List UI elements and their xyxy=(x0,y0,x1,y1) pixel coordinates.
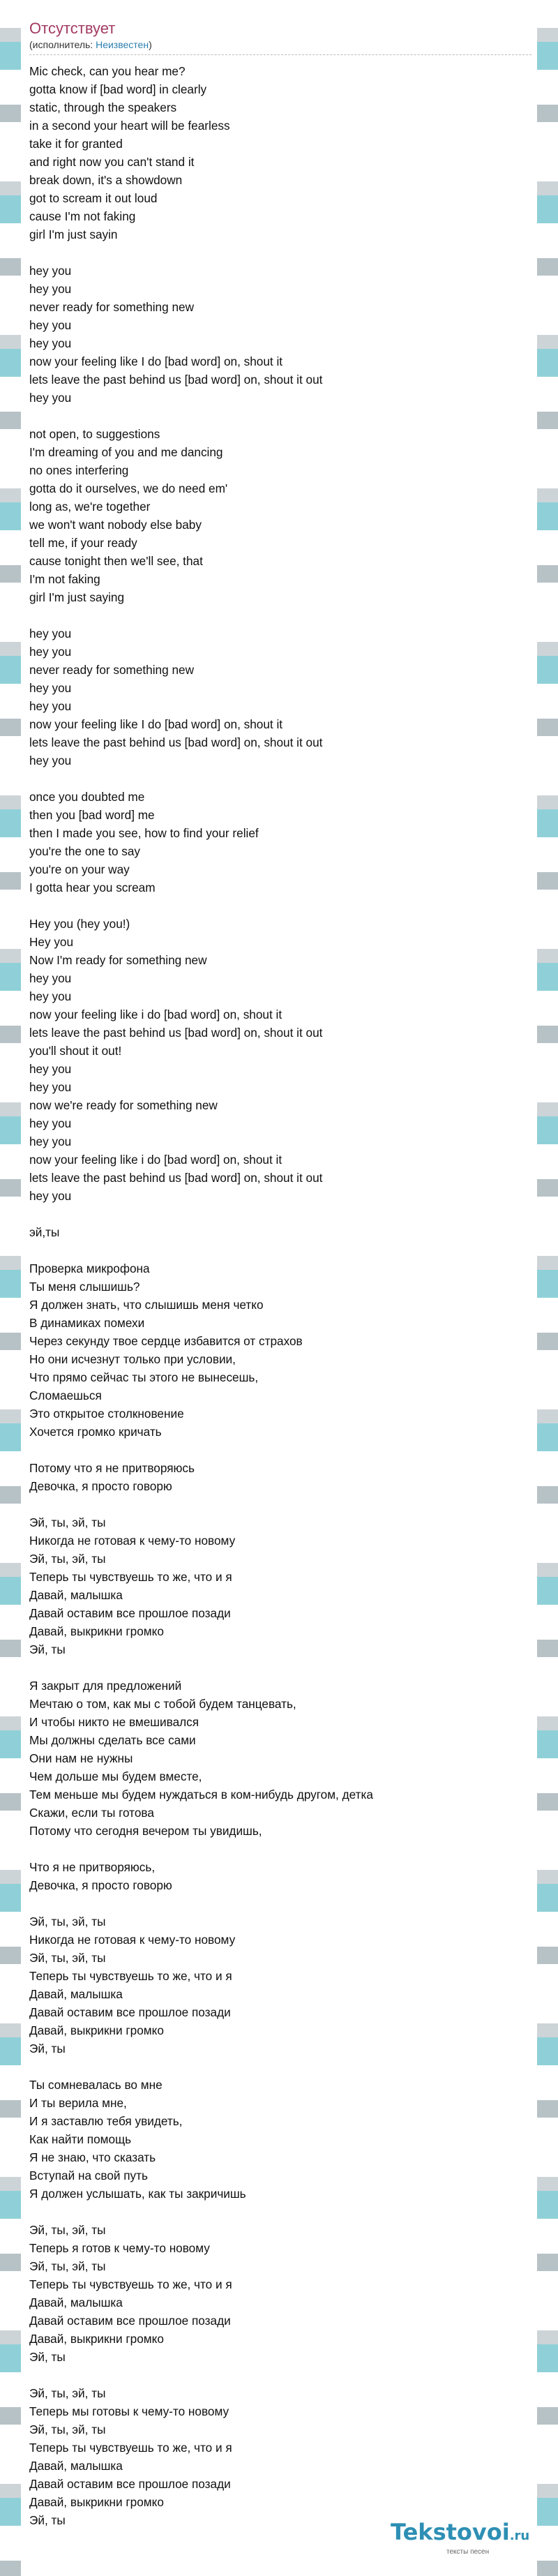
song-title: Отсутствует xyxy=(29,20,116,37)
lyrics-page xyxy=(21,0,537,2576)
logo-brand: Tekstovoi xyxy=(391,2519,510,2545)
lyrics-text: Mic check, can you hear me? gotta know if [bad word] in clearly static, through the speakers in a second your heart will be fearless take it for granted and right now you can't stand it break down, it's a showdown got to scream it out loud cause I'm not faking girl I'm just sayin hey you hey you never ready for something new hey you hey you now your feeling like I do [bad word] on, shout it lets leave the past behind us [bad word] on, shout it out hey you not open, to suggestions I'm dreaming of you and me dancing no ones interfering gotta do it ourselves, we do need em' long as, we're together we won't want nobody else baby tell me, if your ready cause tonight then we'll see, that I'm not faking girl I'm just saying hey you hey you never ready for something new hey you hey you now your feeling like I do [bad word] on, shout it lets leave the past behind us [bad word] on, shout it out hey you once you doubted me then you [bad word] me then I made you see, how to find your relief you're the one to say you're on your way I gotta hear you scream Hey you (hey you!) Hey you Now I'm ready for something new hey you hey you now your feeling like i do [bad word] on, shout it lets leave the past behind us [bad word] on, shout it out you'll shout it out! hey you hey you now we're ready for something new hey you hey you now your feeling like i do [bad word] on, shout it lets leave the past behind us [bad word] on, shout it out hey you эй,ты Проверка микрофона Ты меня слышишь? Я должен знать, что слышишь меня четко В динамиках помехи Через секунду твое сердце избавится от страхов Но они исчезнут только при условии, Что прямо сейчас ты этого не вынесешь, Сломаешься Это открытое столкновение Хочется громко кричать Потому что я не притворяюсь Девочка, я просто говорю Эй, ты, эй, ты Никогда не готовая к чему-то новому Эй, ты, эй, ты Теперь ты чувствуешь то же, что и я Давай, малышка Давай оставим все прошлое позади Давай, выкрикни громко Эй, ты Я закрыт для предложений Мечтаю о том, как мы с тобой будем танцевать, И чтобы никто не вмешивался Мы должны сделать все сами Они нам не нужны Чем дольше мы будем вместе, Тем меньше мы будем нуждаться в ком-нибудь другом, детка Скажи, если ты готова Потому что сегодня вечером ты увидишь, Что я не притворяюсь, Девочка, я просто говорю Эй, ты, эй, ты Никогда не готовая к чему-то новому Эй, ты, эй, ты Теперь ты чувствуешь то же, что и я Давай, малышка Давай оставим все прошлое позади Давай, выкрикни громко Эй, ты Ты сомневалась во мне И ты верила мне, И я заставлю тебя увидеть, Как найти помощь Я не знаю, что сказать Вступай на свой путь Я должен услышать, как ты закричишь Эй, ты, эй, ты Теперь я готов к чему-то новому Эй, ты, эй, ты Теперь ты чувствуешь то же, что и я Давай, малышка Давай оставим все прошлое позади Давай, выкрикни громко Эй, ты Эй, ты, эй, ты Теперь мы готовы к чему-то новому Эй, ты, эй, ты Теперь ты чувствуешь то же, что и я Давай, малышка Давай оставим все прошлое позади Давай, выкрикни громко Эй, ты xyxy=(29,64,373,2527)
artist-line xyxy=(29,39,531,55)
logo-tagline: тексты песен xyxy=(446,2548,490,2556)
logo-tld: .ru xyxy=(509,2529,530,2543)
artist-prefix: (исполнитель: xyxy=(29,39,96,50)
artist-suffix: ) xyxy=(149,39,152,50)
artist-link[interactable]: Неизвестен xyxy=(96,39,149,50)
right-decorative-stripes xyxy=(537,0,558,2576)
left-decorative-stripes xyxy=(0,0,21,2576)
site-logo[interactable] xyxy=(391,2519,529,2545)
